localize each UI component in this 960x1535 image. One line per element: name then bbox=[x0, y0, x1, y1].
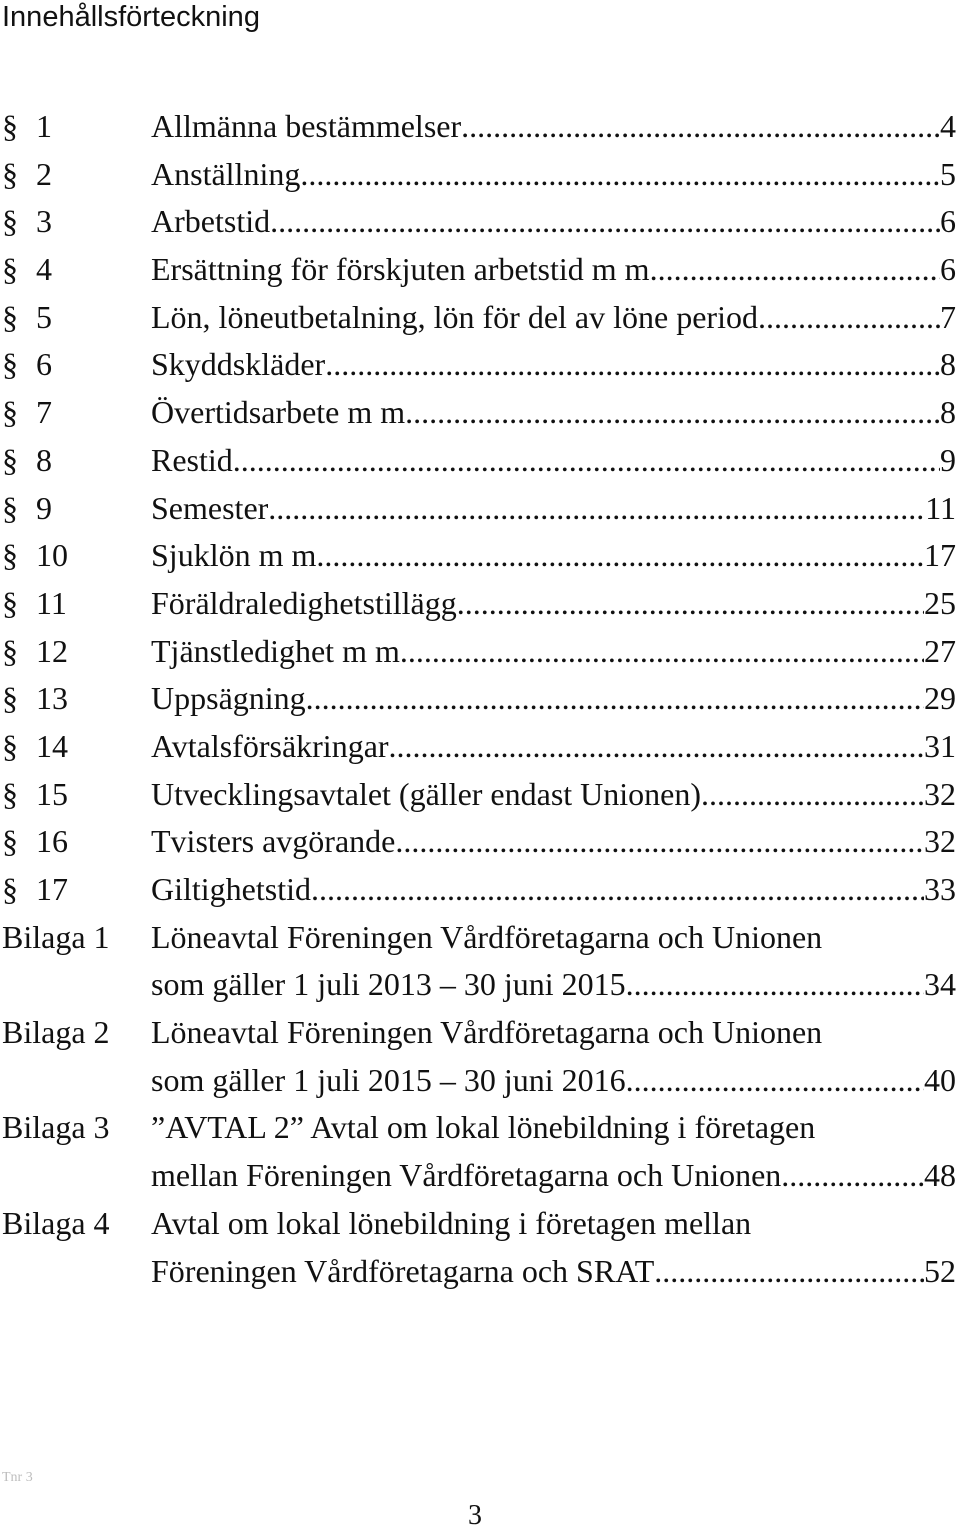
page-ref: 6 bbox=[940, 251, 956, 288]
toc-entry-appendix-4-cont[interactable] bbox=[0, 1248, 960, 1296]
entry-title: ”AVTAL 2” Avtal om lokal lönebildning i företagen bbox=[151, 1109, 816, 1146]
section-number: § 14 bbox=[2, 727, 68, 764]
entry-title: Löneavtal Föreningen Vårdföretagarna och Unionen bbox=[151, 1014, 823, 1051]
dot-leader bbox=[758, 294, 940, 342]
toc-entry-section-4[interactable] bbox=[0, 246, 960, 294]
toc-entry-section-10[interactable] bbox=[0, 532, 960, 580]
toc-entry-appendix-3-cont[interactable] bbox=[0, 1152, 960, 1200]
dot-leader bbox=[325, 341, 940, 389]
page-number: 3 bbox=[468, 1500, 482, 1531]
entry-title: Allmänna bestämmelser bbox=[151, 108, 462, 144]
toc-heading: Innehållsförteckning bbox=[2, 1, 260, 33]
toc-entry-section-5[interactable] bbox=[0, 294, 960, 342]
entry-title: Löneavtal Föreningen Vårdföretagarna och Unionen bbox=[151, 918, 823, 955]
section-number: § 16 bbox=[2, 823, 68, 860]
toc-entry-appendix-2-cont[interactable] bbox=[0, 1057, 960, 1105]
page-ref: 31 bbox=[924, 727, 956, 764]
toc-entry-section-14[interactable] bbox=[0, 723, 960, 771]
section-number: § 12 bbox=[2, 632, 68, 669]
toc-entry-appendix-1-cont[interactable] bbox=[0, 961, 960, 1009]
entry-title: Övertidsarbete m m bbox=[151, 394, 406, 431]
entry-title: Uppsägning bbox=[151, 680, 306, 717]
entry-title: Lön, löneutbetalning, lön för del av löne period bbox=[151, 298, 758, 335]
footer-mark: Tnr 3 bbox=[2, 1470, 33, 1485]
page-ref: 27 bbox=[924, 632, 956, 669]
toc-entry-section-3[interactable] bbox=[0, 198, 960, 246]
toc-entry-section-1[interactable] bbox=[0, 103, 960, 151]
entry-title: Arbetstid bbox=[151, 203, 271, 240]
dot-leader bbox=[654, 1248, 924, 1296]
page-ref: 8 bbox=[940, 346, 956, 383]
dot-leader bbox=[457, 580, 924, 628]
page-ref: 25 bbox=[924, 584, 956, 621]
dot-leader bbox=[626, 1057, 924, 1105]
section-number: § 11 bbox=[2, 584, 67, 621]
dot-leader bbox=[781, 1152, 924, 1200]
entry-title: Sjuklön m m bbox=[151, 537, 317, 574]
toc-entry-appendix-3[interactable] bbox=[0, 1104, 960, 1152]
entry-title-cont: som gäller 1 juli 2013 – 30 juni 2015 bbox=[151, 966, 626, 1003]
entry-title: Utvecklingsavtalet (gäller endast Unionen) bbox=[151, 775, 702, 812]
section-number: § 5 bbox=[2, 298, 52, 335]
page-ref: 32 bbox=[924, 823, 956, 860]
appendix-label: Bilaga 2 bbox=[2, 1014, 110, 1051]
section-number: § 10 bbox=[2, 537, 68, 574]
page-ref: 32 bbox=[924, 775, 956, 812]
toc-entry-section-8[interactable] bbox=[0, 437, 960, 485]
dot-leader bbox=[300, 151, 940, 199]
toc-entry-appendix-1[interactable] bbox=[0, 914, 960, 962]
toc-entry-section-7[interactable] bbox=[0, 389, 960, 437]
dot-leader bbox=[650, 246, 940, 294]
dot-leader bbox=[626, 961, 924, 1009]
section-number: § 13 bbox=[2, 680, 68, 717]
page-ref: 48 bbox=[924, 1157, 956, 1194]
entry-title: Giltighetstid bbox=[151, 871, 311, 907]
toc-entry-appendix-4[interactable] bbox=[0, 1200, 960, 1248]
page-ref: 5 bbox=[940, 155, 956, 192]
entry-title: Restid bbox=[151, 441, 233, 478]
page-ref: 8 bbox=[940, 394, 956, 431]
dot-leader bbox=[395, 818, 924, 866]
appendix-label: Bilaga 1 bbox=[2, 918, 110, 955]
section-number: § 7 bbox=[2, 394, 52, 431]
toc-entry-section-17[interactable] bbox=[0, 866, 960, 914]
entry-title: Tjänstledighet m m bbox=[151, 632, 400, 669]
toc-entry-section-6[interactable] bbox=[0, 341, 960, 389]
page-ref: 9 bbox=[940, 441, 956, 478]
page-ref: 11 bbox=[925, 489, 956, 526]
page-ref: 4 bbox=[940, 108, 956, 144]
page-ref: 7 bbox=[940, 298, 956, 335]
toc-entry-appendix-2[interactable] bbox=[0, 1009, 960, 1057]
entry-title: Anställning bbox=[151, 155, 301, 192]
dot-leader bbox=[389, 723, 924, 771]
appendix-label: Bilaga 3 bbox=[2, 1109, 110, 1146]
section-number: § 8 bbox=[2, 441, 52, 478]
section-number: § 1 bbox=[2, 108, 52, 144]
entry-title-cont: som gäller 1 juli 2015 – 30 juni 2016 bbox=[151, 1061, 626, 1098]
section-number: § 6 bbox=[2, 346, 52, 383]
dot-leader bbox=[701, 771, 924, 819]
page-ref: 34 bbox=[924, 966, 956, 1003]
dot-leader bbox=[306, 675, 924, 723]
page-ref: 17 bbox=[924, 537, 956, 574]
entry-title: Skyddskläder bbox=[151, 346, 326, 383]
section-number: § 4 bbox=[2, 251, 52, 288]
dot-leader bbox=[311, 866, 924, 914]
entry-title: Semester bbox=[151, 489, 269, 526]
toc-entry-section-11[interactable] bbox=[0, 580, 960, 628]
entry-title: Avtalsförsäkringar bbox=[151, 727, 389, 764]
appendix-label: Bilaga 4 bbox=[2, 1204, 110, 1241]
dot-leader bbox=[400, 628, 924, 676]
entry-title: Avtal om lokal lönebildning i företagen mellan bbox=[151, 1204, 752, 1241]
page-ref: 40 bbox=[924, 1061, 956, 1098]
entry-title-cont: mellan Föreningen Vårdföretagarna och Unionen bbox=[151, 1157, 782, 1194]
entry-title-cont: Föreningen Vårdföretagarna och SRAT bbox=[151, 1252, 655, 1289]
dot-leader bbox=[316, 532, 924, 580]
section-number: § 15 bbox=[2, 775, 68, 812]
toc-entry-section-2[interactable] bbox=[0, 151, 960, 199]
toc-entry-section-9[interactable] bbox=[0, 485, 960, 533]
section-number: § 9 bbox=[2, 489, 52, 526]
table-of-contents bbox=[0, 103, 960, 1295]
page-ref: 6 bbox=[940, 203, 956, 240]
toc-entry-section-13[interactable] bbox=[0, 675, 960, 723]
section-number: § 3 bbox=[2, 203, 52, 240]
entry-title: Ersättning för förskjuten arbetstid m m bbox=[151, 251, 650, 288]
dot-leader bbox=[233, 437, 940, 485]
section-number: § 17 bbox=[2, 871, 68, 907]
entry-title: Föräldraledighetstillägg bbox=[151, 584, 457, 621]
toc-entry-section-15[interactable] bbox=[0, 771, 960, 819]
dot-leader bbox=[270, 198, 940, 246]
dot-leader bbox=[268, 485, 925, 533]
toc-entry-section-12[interactable] bbox=[0, 628, 960, 676]
page-ref: 29 bbox=[924, 680, 956, 717]
section-number: § 2 bbox=[2, 155, 52, 192]
page-ref: 52 bbox=[924, 1252, 956, 1289]
toc-entry-section-16[interactable] bbox=[0, 818, 960, 866]
entry-title: Tvisters avgörande bbox=[151, 823, 396, 860]
dot-leader bbox=[405, 389, 940, 437]
page-ref: 33 bbox=[924, 871, 956, 907]
dot-leader bbox=[461, 103, 940, 151]
